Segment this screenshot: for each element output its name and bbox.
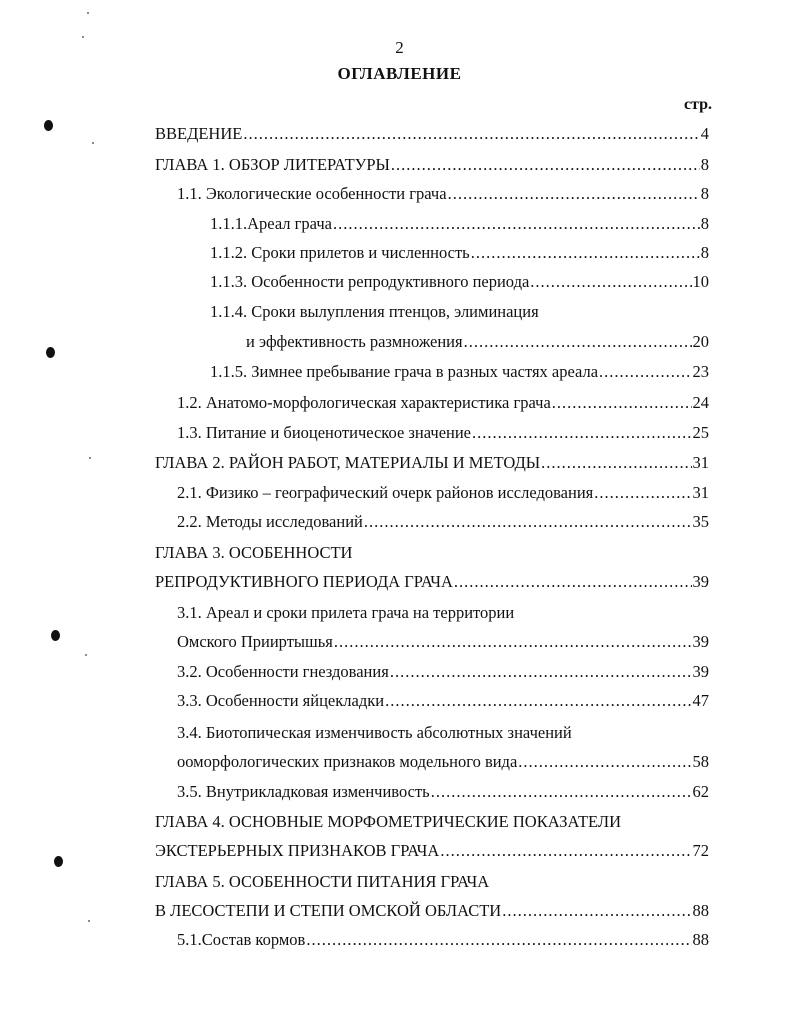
toc-entry-title: 1.2. Анатомо-морфологическая характеристика грача bbox=[177, 393, 551, 412]
toc-entry bbox=[177, 632, 709, 652]
dot-leader bbox=[541, 453, 691, 473]
scan-speck bbox=[82, 36, 84, 38]
toc-entry-page: 8 bbox=[700, 184, 709, 203]
toc-entry-title: ГЛАВА 2. РАЙОН РАБОТ, МАТЕРИАЛЫ И МЕТОДЫ bbox=[155, 453, 541, 472]
scan-speck bbox=[88, 920, 90, 922]
toc-entry-title: ГЛАВА 1. ОБЗОР ЛИТЕРАТУРЫ bbox=[155, 155, 390, 174]
scan-speck bbox=[87, 12, 89, 14]
toc-entry-title: 1.3. Питание и биоценотическое значение bbox=[177, 423, 472, 442]
page-number: 2 bbox=[395, 38, 404, 57]
dot-leader bbox=[333, 214, 700, 234]
toc-entry-title: и эффективность размножения bbox=[246, 332, 463, 351]
toc-entry-page: 72 bbox=[692, 841, 709, 860]
toc-entry-page: 39 bbox=[692, 632, 709, 651]
binding-hole-mark bbox=[54, 856, 63, 867]
dot-leader bbox=[471, 243, 700, 263]
toc-entry bbox=[155, 124, 709, 144]
toc-entry bbox=[155, 901, 709, 921]
dot-leader bbox=[391, 155, 700, 175]
toc-entry-page: 35 bbox=[692, 512, 709, 531]
toc-entry bbox=[177, 691, 709, 711]
toc-entry bbox=[155, 155, 709, 175]
toc-entry-page: 88 bbox=[692, 901, 709, 920]
toc-entry bbox=[177, 512, 709, 532]
toc-entry-page: 24 bbox=[692, 393, 709, 412]
toc-entry bbox=[177, 723, 572, 743]
toc-entry bbox=[177, 930, 709, 950]
toc-entry bbox=[177, 752, 709, 772]
dot-leader bbox=[243, 124, 699, 144]
toc-entry-title: ГЛАВА 5. ОСОБЕННОСТИ ПИТАНИЯ ГРАЧА bbox=[155, 872, 490, 891]
toc-entry-title: 5.1.Состав кормов bbox=[177, 930, 306, 949]
toc-entry-page: 31 bbox=[692, 453, 709, 472]
dot-leader bbox=[385, 691, 691, 711]
toc-entry-page: 8 bbox=[700, 214, 709, 233]
dot-leader bbox=[454, 572, 692, 592]
toc-entry bbox=[155, 572, 709, 592]
toc-entry-title: 1.1.1.Ареал грача bbox=[210, 214, 332, 233]
toc-entry-page: 39 bbox=[692, 662, 709, 681]
toc-entry-title: 1.1.3. Особенности репродуктивного периода bbox=[210, 272, 530, 291]
dot-leader bbox=[464, 332, 692, 352]
toc-entry-page: 47 bbox=[692, 691, 709, 710]
toc-entry-title: 3.4. Биотопическая изменчивость абсолютных значений bbox=[177, 723, 572, 742]
dot-leader bbox=[594, 483, 691, 503]
toc-entry-title: 1.1.2. Сроки прилетов и численность bbox=[210, 243, 470, 262]
toc-entry bbox=[177, 393, 709, 413]
toc-entry bbox=[155, 841, 709, 861]
toc-entry-title: ГЛАВА 3. ОСОБЕННОСТИ bbox=[155, 543, 353, 562]
toc-entry bbox=[177, 782, 709, 802]
toc-entry bbox=[177, 423, 709, 443]
dot-leader bbox=[306, 930, 691, 950]
toc-entry-title: ВВЕДЕНИЕ bbox=[155, 124, 243, 143]
scan-speck bbox=[89, 457, 91, 459]
binding-hole-mark bbox=[44, 120, 53, 131]
dot-leader bbox=[472, 423, 691, 443]
toc-entry bbox=[177, 483, 709, 503]
toc-entry-title: 3.5. Внутрикладковая изменчивость bbox=[177, 782, 430, 801]
toc-entry-title: 3.1. Ареал и сроки прилета грача на территории bbox=[177, 603, 515, 622]
dot-leader bbox=[552, 393, 692, 413]
dot-leader bbox=[440, 841, 691, 861]
scan-speck bbox=[85, 654, 87, 656]
toc-entry-title: ЭКСТЕРЬЕРНЫХ ПРИЗНАКОВ ГРАЧА bbox=[155, 841, 440, 860]
page-column-label: стр. bbox=[683, 96, 712, 113]
toc-entry bbox=[177, 184, 709, 204]
toc-entry-page: 88 bbox=[692, 930, 709, 949]
page-title: ОГЛАВЛЕНИЕ bbox=[337, 64, 462, 83]
toc-entry-title: Омского Прииртышья bbox=[177, 632, 333, 651]
toc-entry bbox=[155, 872, 489, 892]
toc-entry-page: 58 bbox=[692, 752, 709, 771]
toc-entry bbox=[210, 362, 709, 382]
toc-entry bbox=[155, 453, 709, 473]
toc-entry-title: 2.1. Физико – географический очерк районов исследования bbox=[177, 483, 594, 502]
dot-leader bbox=[518, 752, 691, 772]
toc-entry bbox=[210, 243, 709, 263]
toc-entry bbox=[155, 543, 352, 563]
toc-entry-page: 31 bbox=[692, 483, 709, 502]
binding-hole-mark bbox=[51, 630, 60, 641]
dot-leader bbox=[431, 782, 692, 802]
toc-entry-title: 1.1.4. Сроки вылупления птенцов, элиминация bbox=[210, 302, 539, 321]
toc-entry-page: 8 bbox=[700, 155, 709, 174]
toc-entry-title: 2.2. Методы исследований bbox=[177, 512, 363, 531]
toc-entry-title: 1.1. Экологические особенности грача bbox=[177, 184, 447, 203]
toc-entry-title: В ЛЕСОСТЕПИ И СТЕПИ ОМСКОЙ ОБЛАСТИ bbox=[155, 901, 502, 920]
toc-entry-title: 1.1.5. Зимнее пребывание грача в разных частях ареала bbox=[210, 362, 599, 381]
dot-leader bbox=[599, 362, 691, 382]
toc-entry bbox=[177, 603, 514, 623]
toc-entry bbox=[246, 332, 709, 352]
toc-entry-title: ГЛАВА 4. ОСНОВНЫЕ МОРФОМЕТРИЧЕСКИЕ ПОКАЗАТЕЛИ bbox=[155, 812, 621, 831]
toc-entry-page: 62 bbox=[692, 782, 709, 801]
toc-entry bbox=[210, 272, 709, 292]
dot-leader bbox=[502, 901, 691, 921]
toc-entry-title: РЕПРОДУКТИВНОГО ПЕРИОДА ГРАЧА bbox=[155, 572, 453, 591]
toc-entry-title: ооморфологических признаков модельного вида bbox=[177, 752, 518, 771]
toc-entry-page: 10 bbox=[692, 272, 709, 291]
toc-entry-title: 3.2. Особенности гнездования bbox=[177, 662, 389, 681]
toc-entry-page: 39 bbox=[692, 572, 709, 591]
dot-leader bbox=[448, 184, 700, 204]
toc-entry-title: 3.3. Особенности яйцекладки bbox=[177, 691, 385, 710]
dot-leader bbox=[364, 512, 692, 532]
toc-entry-page: 25 bbox=[692, 423, 709, 442]
toc-entry bbox=[177, 662, 709, 682]
dot-leader bbox=[530, 272, 691, 292]
toc-entry bbox=[210, 302, 539, 322]
dot-leader bbox=[334, 632, 692, 652]
toc-entry-page: 20 bbox=[692, 332, 709, 351]
toc-entry-page: 23 bbox=[692, 362, 709, 381]
toc-entry-page: 4 bbox=[700, 124, 709, 143]
dot-leader bbox=[390, 662, 692, 682]
scan-speck bbox=[92, 142, 94, 144]
toc-entry-page: 8 bbox=[700, 243, 709, 262]
binding-hole-mark bbox=[46, 347, 55, 358]
toc-entry bbox=[155, 812, 621, 832]
toc-entry bbox=[210, 214, 709, 234]
